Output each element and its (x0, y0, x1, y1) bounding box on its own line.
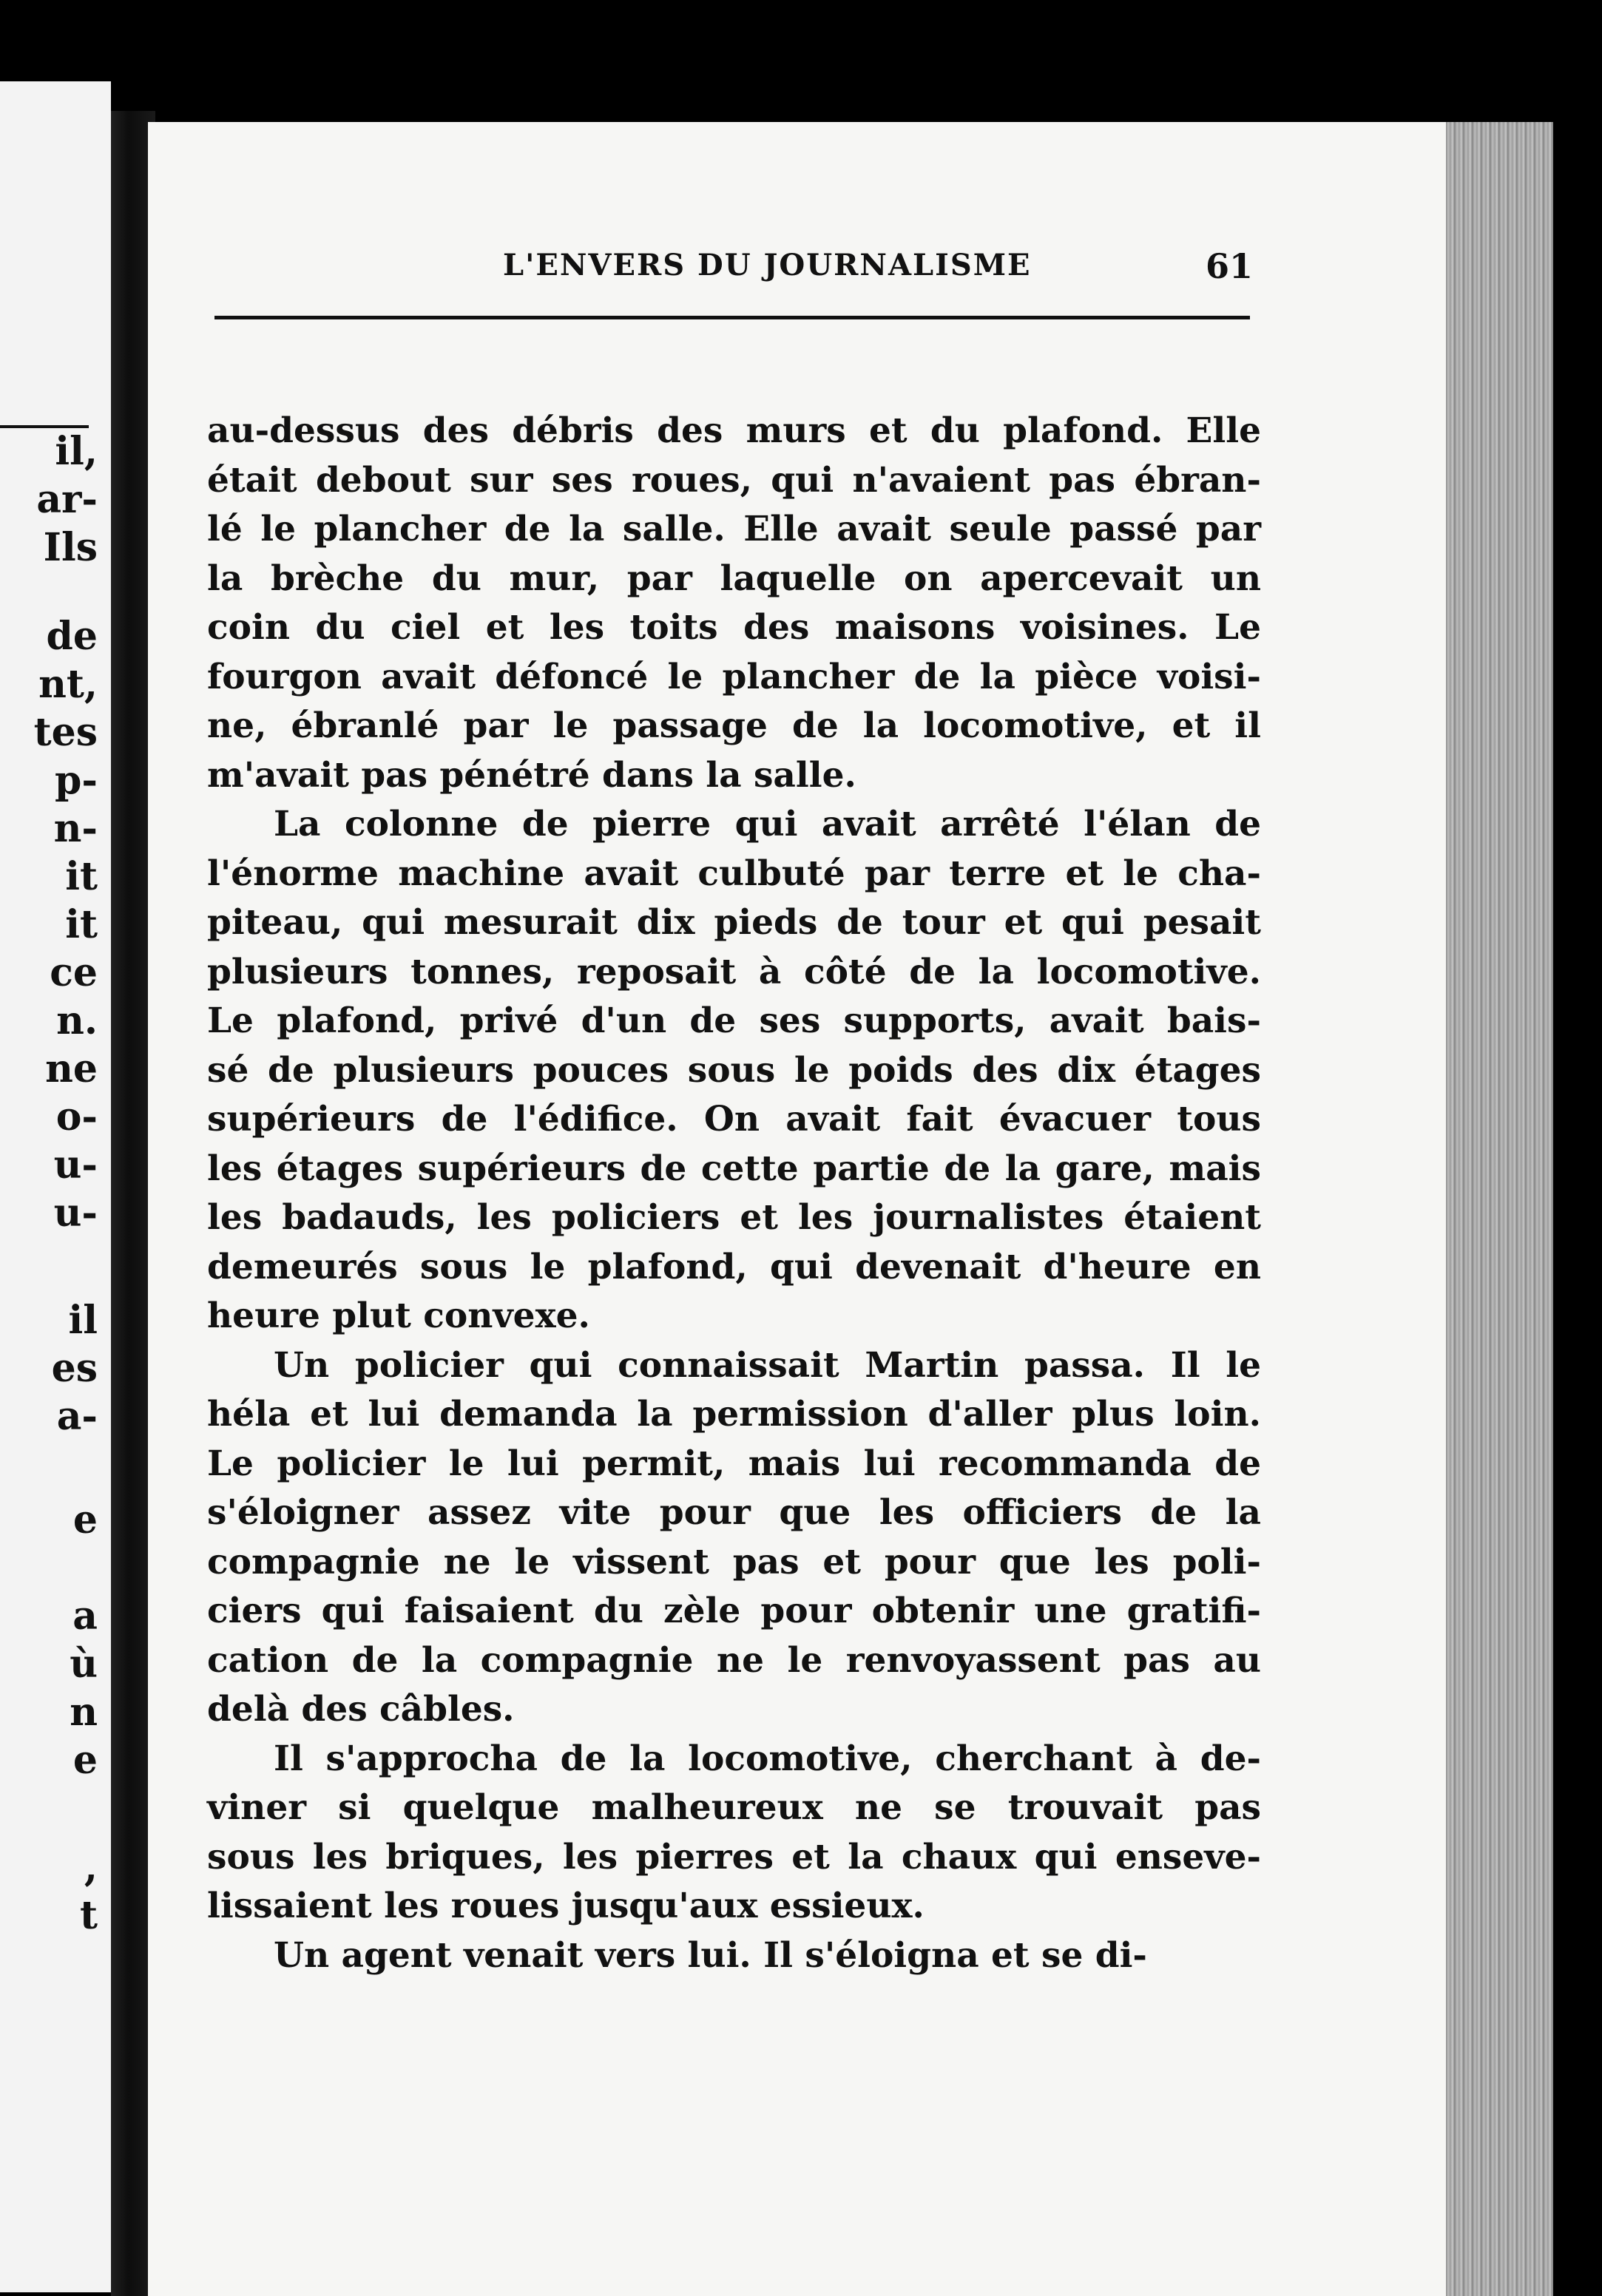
text-line: la brèche du mur, par laquelle on apercevait un (207, 558, 1261, 599)
text-line: au-dessus des débris des murs et du plafond. Elle (207, 410, 1261, 451)
previous-page-line-fragment: a- (56, 1394, 98, 1439)
previous-page-line-fragment: it (65, 902, 98, 947)
previous-page-line-fragment: tes (33, 710, 98, 755)
text-line: lé le plancher de la salle. Elle avait seule passé par (207, 509, 1261, 549)
previous-page-line-fragment: o- (55, 1094, 98, 1139)
text-line: plusieurs tonnes, reposait à côté de la locomotive. (207, 951, 1261, 992)
previous-page-line-fragment: ce (50, 950, 98, 995)
text-line: Un policier qui connaissait Martin passa. Il le (274, 1344, 1261, 1386)
paragraph (207, 407, 1261, 800)
previous-page-line-fragment: e (72, 1738, 98, 1783)
text-line: Un agent venait vers lui. Il s'éloigna et se di- (274, 1934, 1147, 1976)
text-line: heure plut convexe. (207, 1296, 590, 1336)
text-line: piteau, qui mesurait dix pieds de tour et qui pesait (207, 902, 1261, 943)
previous-page-line-fragment: ne (45, 1046, 98, 1091)
previous-page-line-fragment: p- (55, 758, 98, 803)
previous-page-line-fragment: ar- (36, 477, 98, 522)
text-line: viner si quelque malheureux ne se trouvait pas (207, 1787, 1261, 1828)
paragraph (207, 1931, 1261, 1981)
text-line: delà des câbles. (207, 1689, 515, 1730)
previous-page-line-fragment: nt, (38, 662, 98, 707)
previous-page-line-fragment: n- (53, 806, 98, 851)
text-line: s'éloigner assez vite pour que les officiers de la (207, 1492, 1261, 1533)
text-line: fourgon avait défoncé le plancher de la pièce voisi- (207, 656, 1261, 697)
text-line: compagnie ne le vissent pas et pour que les poli- (207, 1541, 1261, 1582)
text-line: sous les briques, les pierres et la chaux qui enseve- (207, 1836, 1261, 1877)
previous-page-header-rule (0, 425, 89, 428)
text-line: supérieurs de l'édifice. On avait fait évacuer tous (207, 1099, 1261, 1139)
previous-page-line-fragment: n. (56, 998, 98, 1043)
text-line: les étages supérieurs de cette partie de la gare, mais (207, 1148, 1261, 1189)
text-line: La colonne de pierre qui avait arrêté l'élan de (274, 804, 1261, 844)
text-line: les badauds, les policiers et les journalistes étaient (207, 1197, 1261, 1238)
previous-page-line-fragment: u- (53, 1191, 98, 1236)
previous-page-line-fragment: u- (53, 1142, 98, 1188)
previous-page-line-fragment: Ils (43, 525, 98, 570)
previous-page-line-fragment: it (65, 854, 98, 899)
text-line: était debout sur ses roues, qui n'avaient pas ébran- (207, 459, 1261, 501)
previous-page-line-fragment: , (84, 1845, 98, 1890)
text-line: l'énorme machine avait culbuté par terre et le cha- (207, 853, 1261, 894)
previous-page-line-fragment: ù (70, 1642, 98, 1687)
previous-page-edge (0, 81, 111, 2292)
previous-page-line-fragment: e (72, 1497, 98, 1542)
previous-page-line-fragment: de (46, 614, 98, 659)
paragraph (207, 1735, 1261, 1931)
previous-page-line-fragment: a (72, 1594, 98, 1639)
text-line: Il s'approcha de la locomotive, cherchant à de- (274, 1738, 1261, 1779)
text-line: sé de plusieurs pouces sous le poids des dix étages (207, 1049, 1261, 1091)
page-stack-edges (1446, 122, 1553, 2296)
running-title: L'ENVERS DU JOURNALISME (503, 248, 1032, 282)
book-page (148, 122, 1450, 2296)
body-text (207, 407, 1261, 1980)
text-line: demeurés sous le plafond, qui devenait d'heure en (207, 1246, 1261, 1287)
header-rule (214, 316, 1250, 319)
text-line: ne, ébranlé par le passage de la locomotive, et il (207, 705, 1261, 746)
previous-page-line-fragment: n (70, 1690, 98, 1735)
paragraph (207, 800, 1261, 1341)
text-line: Le plafond, privé d'un de ses supports, avait bais- (207, 1000, 1261, 1041)
previous-page-line-fragment: il, (55, 429, 98, 474)
text-line: Le policier le lui permit, mais lui recommanda de (207, 1443, 1261, 1484)
text-line: cation de la compagnie ne le renvoyassent pas au (207, 1639, 1261, 1681)
page-number: 61 (1206, 246, 1254, 286)
text-line: coin du ciel et les toits des maisons voisines. Le (207, 607, 1261, 648)
text-line: héla et lui demanda la permission d'aller plus loin. (207, 1394, 1261, 1435)
paragraph (207, 1341, 1261, 1735)
previous-page-line-fragment: t (79, 1893, 98, 1938)
previous-page-line-fragment: es (51, 1346, 98, 1391)
previous-page-line-fragment: il (68, 1298, 98, 1343)
text-line: m'avait pas pénétré dans la salle. (207, 754, 856, 796)
text-line: lissaient les roues jusqu'aux essieux. (207, 1886, 925, 1926)
text-line: ciers qui faisaient du zèle pour obtenir une gratifi- (207, 1591, 1261, 1631)
